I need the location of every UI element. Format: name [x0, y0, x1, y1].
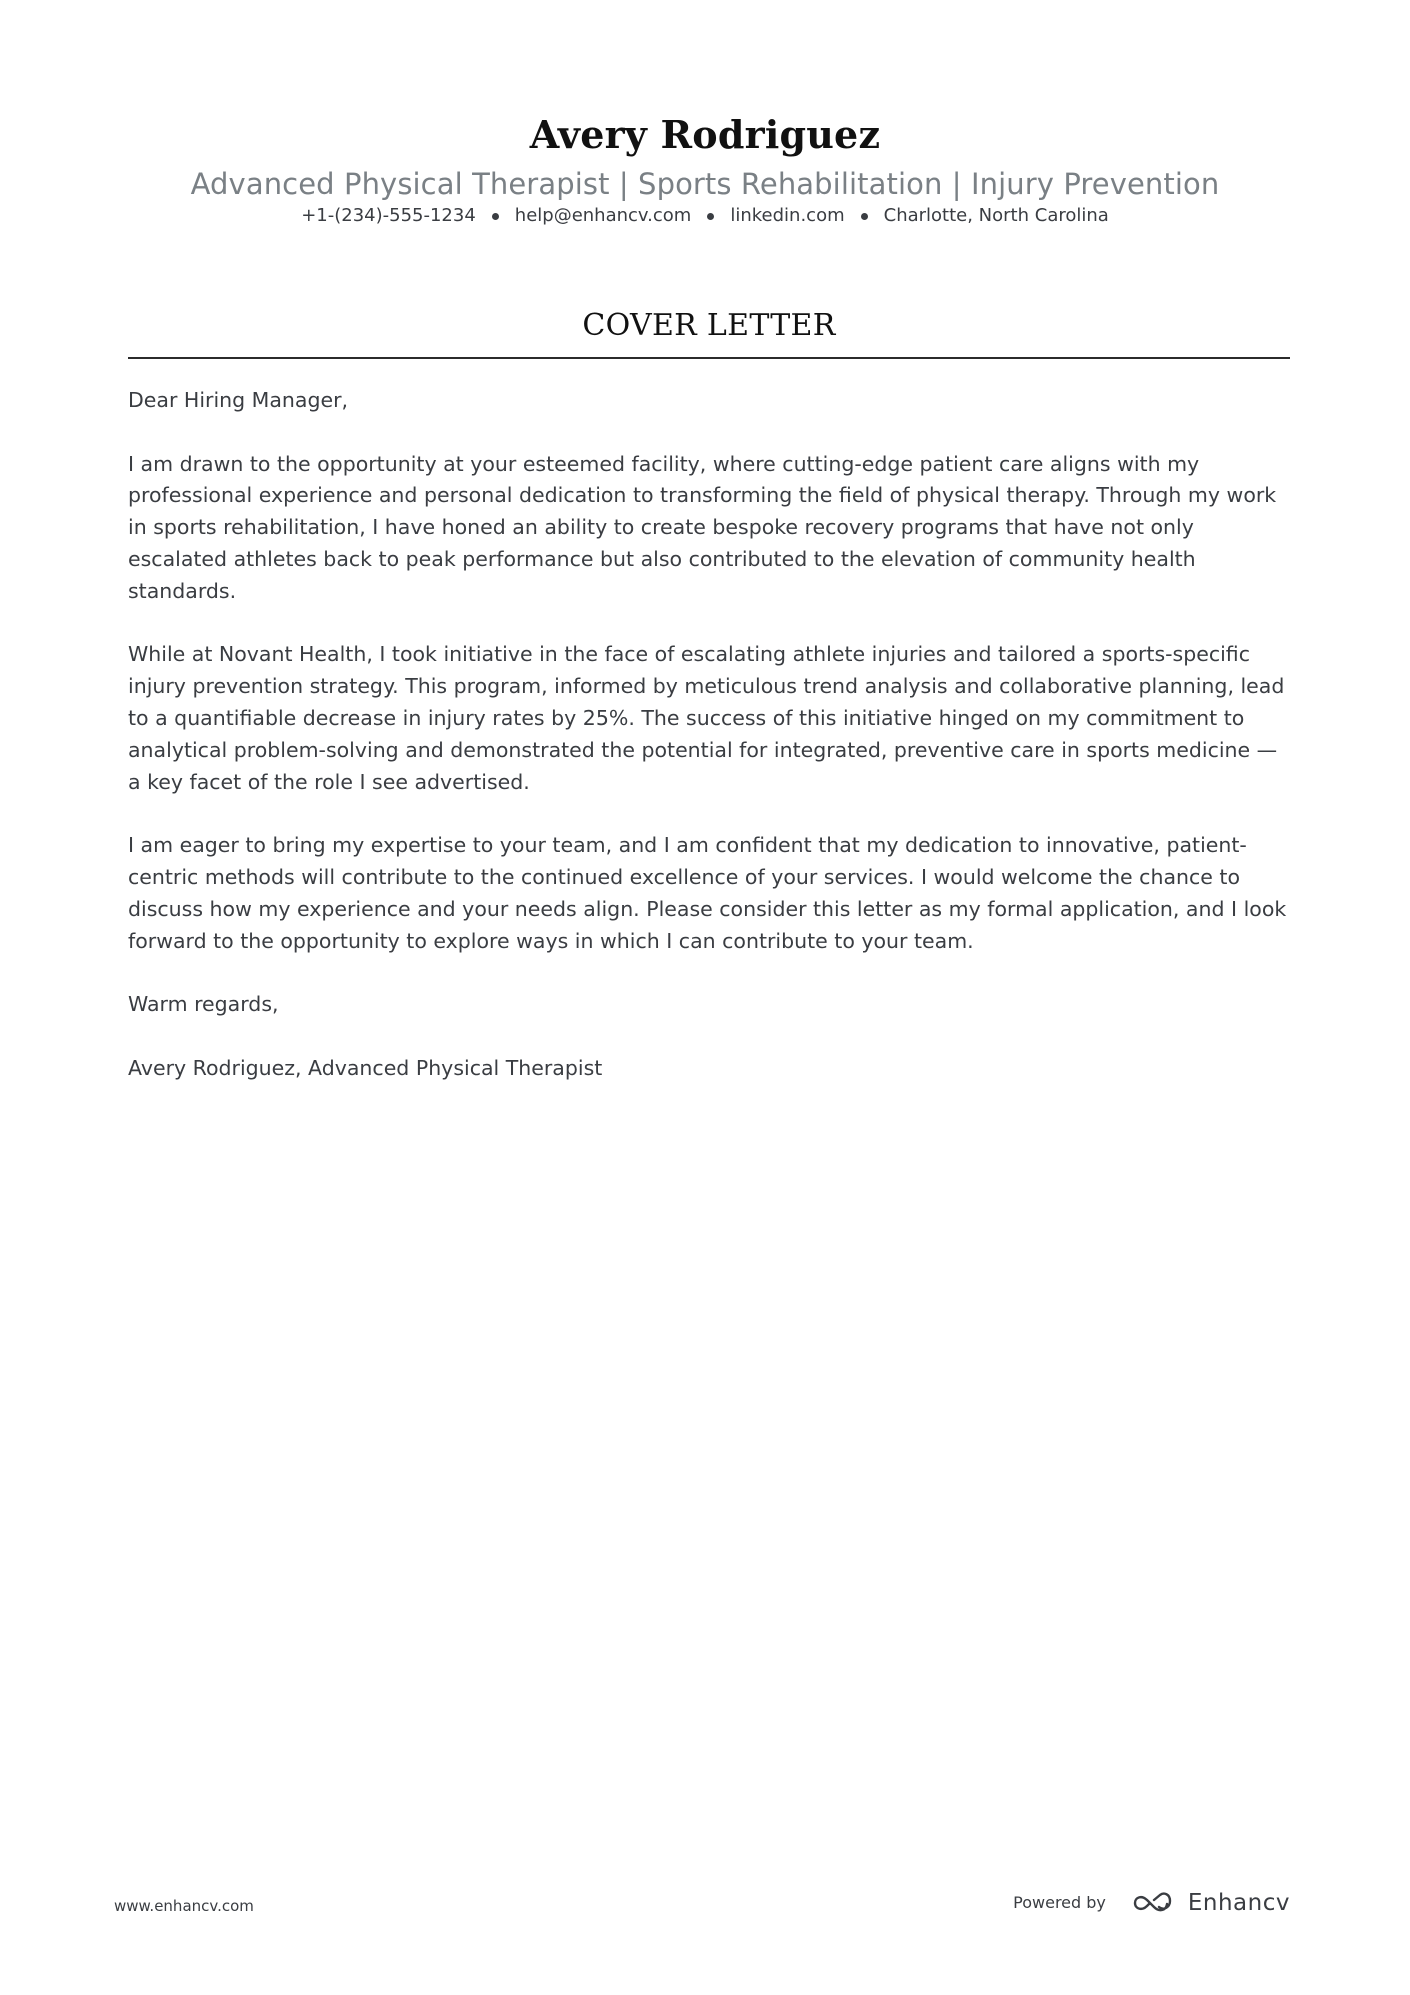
- letter-signature: Avery Rodriguez, Advanced Physical Therapist: [128, 1055, 603, 1080]
- section-divider: [128, 357, 1290, 359]
- bullet-separator: [707, 213, 714, 220]
- letter-closing: Warm regards,: [128, 992, 279, 1017]
- enhancv-logo-icon: [1132, 1891, 1178, 1915]
- letter-paragraph: I am drawn to the opportunity at your esteemed facility, where cutting-edge patient care aligns with my professional experience and personal dedication to transforming the field of physical therapy. Through my work in sports rehabilitation, I have honed an ability to create bespoke recovery programs that have not only escalated athletes back to peak performance but also contributed to the elevation of community health standards.: [128, 451, 1277, 603]
- section-title: COVER LETTER: [582, 308, 836, 343]
- bullet-separator: [861, 213, 868, 220]
- contact-email[interactable]: help@enhancv.com: [514, 205, 692, 226]
- letter-greeting: Dear Hiring Manager,: [128, 388, 349, 412]
- powered-by-label: Powered by: [1013, 1893, 1106, 1912]
- resume-header: [0, 110, 1410, 228]
- brand-name: Enhancv: [1187, 1890, 1290, 1916]
- footer-url[interactable]: www.enhancv.com: [114, 1897, 254, 1915]
- candidate-headline: Advanced Physical Therapist | Sports Rehabilitation | Injury Prevention: [190, 167, 1220, 201]
- contact-linkedin[interactable]: linkedin.com: [730, 205, 845, 226]
- brand-logo: [1132, 1890, 1290, 1916]
- contact-location: Charlotte, North Carolina: [883, 205, 1109, 226]
- letter-body: [128, 385, 1290, 1116]
- letter-paragraph: I am eager to bring my expertise to your team, and I am confident that my dedication to innovative, patient-centric methods will contribute to the continued excellence of your services. I would welcome the chance to discuss how my experience and your needs align. Please consider this letter as my formal application, and I look forward to the opportunity to explore ways in which I can contribute to your team.: [128, 833, 1287, 953]
- powered-by[interactable]: [1013, 1890, 1290, 1916]
- contact-phone: +1-(234)-555-1234: [301, 205, 476, 226]
- contact-info: [0, 204, 1410, 228]
- candidate-name: Avery Rodriguez: [529, 112, 881, 157]
- letter-paragraph: While at Novant Health, I took initiative in the face of escalating athlete injuries and tailored a sports-specific injury prevention strategy. This program, informed by meticulous trend analysis and collaborative planning, lead to a quantifiable decrease in injury rates by 25%. The success of this initiative hinged on my commitment to analytical problem-solving and demonstrated the potential for integrated, preventive care in sports medicine — a key facet of the role I see advertised.: [128, 642, 1285, 794]
- bullet-separator: [492, 213, 499, 220]
